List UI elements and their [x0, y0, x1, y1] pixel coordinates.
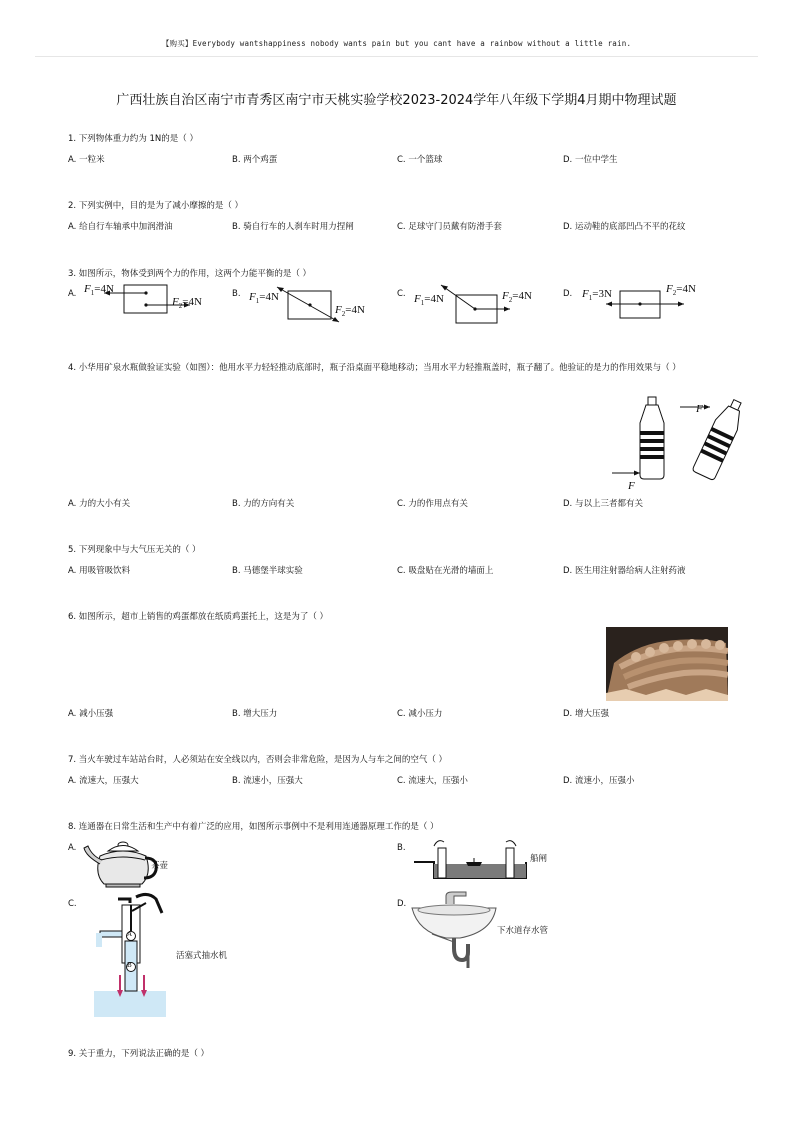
force-a-f2-value: =4N [182, 296, 202, 308]
question-8-option-c: C. [68, 899, 77, 909]
question-7-stem: 7. 当火车驶过车站站台时，人必须站在安全线以内，否则会非常危险，是因为人与车之间的空气（ ） [68, 755, 448, 765]
force-b-f2-value: =4N [345, 304, 365, 316]
teapot-label: 茶壶 [151, 861, 169, 871]
question-5-stem: 5. 下列现象中与大气压无关的（ ） [68, 545, 201, 555]
question-7-option-c: C. 流速大，压强小 [397, 776, 468, 786]
question-3-option-d: D. [563, 289, 573, 299]
force-c-f1-sub: 1 [420, 299, 425, 308]
question-3-stem: 3. 如图所示，物体受到两个力的作用，这两个力能平衡的是（ ） [68, 269, 312, 279]
question-8-stem: 8. 连通器在日常生活和生产中有着广泛的应用，如图所示事例中不是利用连通器原理工作的是（ ） [68, 822, 439, 832]
question-4-option-c: C. 力的作用点有关 [397, 499, 468, 509]
question-4-stem: 4. 小华用矿泉水瓶做验证实验（如图）：他用水平力轻轻推动底部时，瓶子沿桌面平稳地移动；当用水平力轻推瓶盖时，瓶子翻了。他验证的是力的作用效果与（ ） [68, 363, 681, 373]
question-2-option-b: B. 骑自行车的人刹车时用力捏闸 [232, 222, 354, 232]
force-a-f1-sub: 1 [90, 289, 95, 298]
sink-drain-figure [410, 890, 500, 968]
force-diagram-a [80, 282, 215, 322]
pump-valve-a-label: A [127, 930, 133, 938]
question-5-option-a: A. 用吸管吸饮料 [68, 566, 131, 576]
question-1-option-a: A. 一粒米 [68, 155, 105, 165]
question-1-option-b: B. 两个鸡蛋 [232, 155, 278, 165]
question-3-option-b: B. [232, 289, 241, 299]
question-8-option-b: B. [397, 843, 406, 853]
force-c-f2: F [502, 290, 509, 302]
page-header-motto: 【购买】Everybody wantshappiness nobody wants pain but you cant have a rainbow without a little rain. [161, 39, 632, 48]
ship-lock-figure [410, 836, 530, 882]
force-b-f2: F [335, 304, 342, 316]
question-2-option-d: D. 运动鞋的底部凹凸不平的花纹 [563, 222, 686, 232]
force-c-f1-value: =4N [424, 293, 444, 305]
egg-tray-photo [606, 627, 728, 701]
question-6-option-a: A. 减小压强 [68, 709, 114, 719]
force-a-f1-value: =4N [94, 283, 114, 295]
question-7-option-b: B. 流速小，压强大 [232, 776, 303, 786]
force-b-f1-value: =4N [259, 291, 279, 303]
ship-lock-label: 船闸 [530, 854, 548, 864]
force-d-f1: F [582, 288, 589, 300]
question-2-option-c: C. 足球守门员戴有防滑手套 [397, 222, 502, 232]
question-6-option-d: D. 增大压强 [563, 709, 609, 719]
question-6-option-b: B. 增大压力 [232, 709, 278, 719]
question-5-option-c: C. 吸盘贴在光滑的墙面上 [397, 566, 494, 576]
force-b-f1-sub: 1 [255, 297, 260, 306]
force-c-f2-sub: 2 [508, 296, 513, 305]
question-2-stem: 2. 下列实例中，目的是为了减小摩擦的是（ ） [68, 201, 244, 211]
force-d-f1-sub: 1 [588, 294, 593, 303]
question-7-option-d: D. 流速小，压强小 [563, 776, 635, 786]
piston-pump-label: 活塞式抽水机 [176, 951, 228, 961]
force-a-f2-sub: 2 [178, 302, 183, 311]
force-b-f1: F [249, 291, 256, 303]
question-3-option-c: C. [397, 289, 406, 299]
bottle-force-top-label: F [696, 403, 703, 415]
force-a-f1: F [84, 283, 91, 295]
force-diagram-d [576, 282, 726, 322]
question-4-option-a: A. 力的大小有关 [68, 499, 131, 509]
force-a-f2: F [172, 296, 179, 308]
question-1-option-d: D. 一位中学生 [563, 155, 618, 165]
question-4-option-b: B. 力的方向有关 [232, 499, 295, 509]
force-d-f2-sub: 2 [672, 289, 677, 298]
force-c-f1: F [414, 293, 421, 305]
force-d-f1-value: =3N [592, 288, 612, 300]
header-divider [35, 56, 758, 57]
exam-title: 广西壮族自治区南宁市青秀区南宁市天桃实验学校2023-2024学年八年级下学期4月期中物理试题 [116, 93, 677, 108]
question-7-option-a: A. 流速大，压强大 [68, 776, 139, 786]
question-1-option-c: C. 一个篮球 [397, 155, 443, 165]
question-5-option-b: B. 马德堡半球实验 [232, 566, 303, 576]
force-diagram-b [245, 282, 380, 327]
piston-pump-figure [92, 893, 172, 1018]
sink-drain-label: 下水道存水管 [497, 926, 549, 936]
bottle-force-bottom-label: F [628, 480, 635, 492]
question-8-option-a: A. [68, 843, 77, 853]
question-6-stem: 6. 如图所示，超市上销售的鸡蛋都放在纸质鸡蛋托上，这是为了（ ） [68, 612, 329, 622]
force-diagram-c [412, 282, 547, 327]
question-4-option-d: D. 与以上三者都有关 [563, 499, 643, 509]
force-c-f2-value: =4N [512, 290, 532, 302]
question-5-option-d: D. 医生用注射器给病人注射药液 [563, 566, 686, 576]
bottle-push-figure [610, 393, 750, 493]
question-2-option-a: A. 给自行车轴承中加润滑油 [68, 222, 173, 232]
question-1-stem: 1. 下列物体重力约为 1N的是（ ） [68, 134, 198, 144]
force-d-f2: F [666, 283, 673, 295]
question-6-option-c: C. 减小压力 [397, 709, 443, 719]
force-b-f2-sub: 2 [341, 310, 346, 319]
pump-valve-b-label: B [127, 961, 132, 969]
question-8-option-d: D. [397, 899, 407, 909]
force-d-f2-value: =4N [676, 283, 696, 295]
question-9-stem: 9. 关于重力，下列说法正确的是（ ） [68, 1049, 210, 1059]
question-3-option-a: A. [68, 289, 77, 299]
